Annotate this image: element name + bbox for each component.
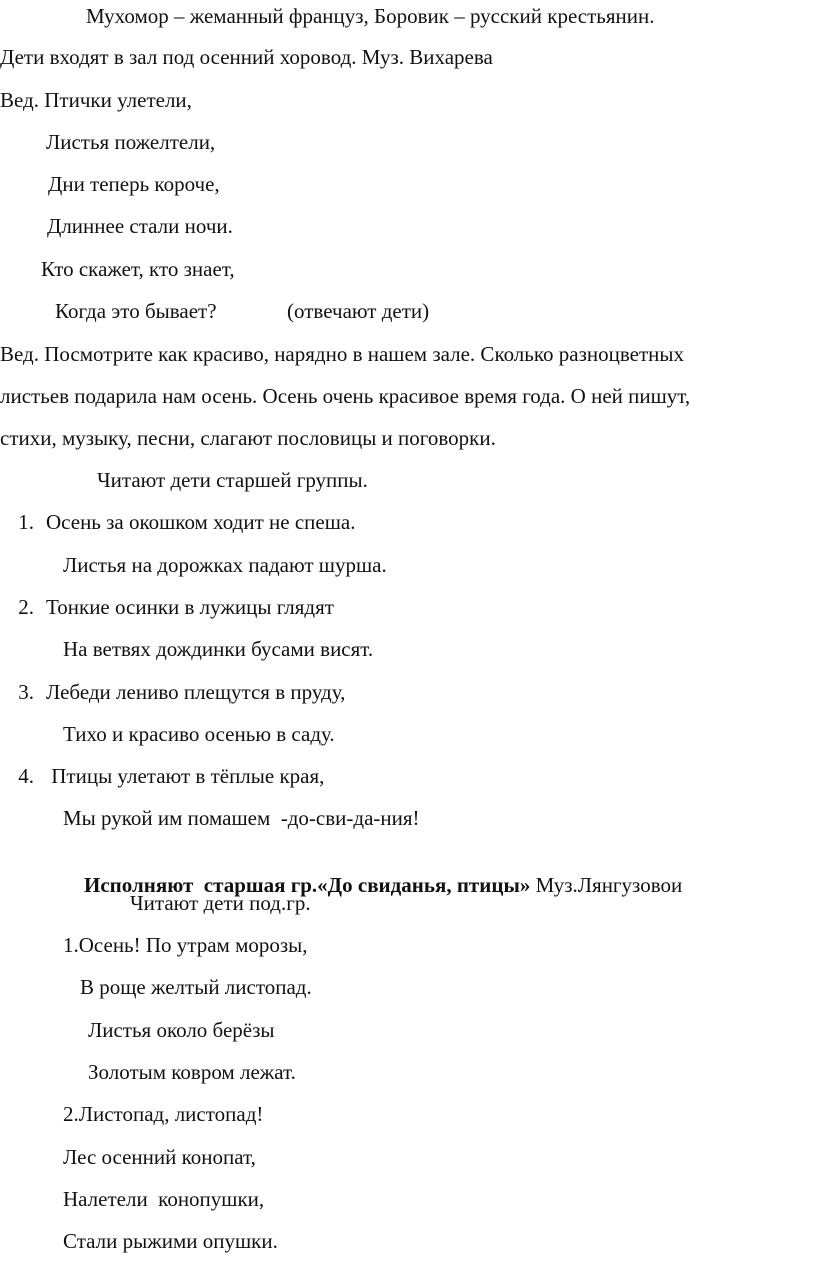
text-segment: (отвечают дети) <box>287 299 430 323</box>
list-item <box>0 764 324 788</box>
poem-line: Листья около берёзы <box>88 1018 275 1042</box>
list-item-continuation: Листья на дорожках падают шурша. <box>63 553 387 577</box>
list-item-continuation: На ветвях дождинки бусами висят. <box>63 637 374 661</box>
poem-line: Лес осенний конопат, <box>63 1145 256 1169</box>
text-line: стихи, музыку, песни, слагают пословицы и поговорки. <box>0 426 496 450</box>
text-line: Читают дети под.гр. <box>130 891 311 915</box>
list-item-continuation: Тихо и красиво осенью в саду. <box>63 722 335 746</box>
text-line: Дни теперь короче, <box>48 172 220 196</box>
list-number: 2. <box>18 595 34 619</box>
text-line: Листья пожелтели, <box>46 130 216 154</box>
list-text: Тонкие осинки в лужицы глядят <box>46 595 334 619</box>
list-number: 3. <box>18 680 34 704</box>
performance-title: Исполняют старшая гр.«До свиданья, птицы» <box>84 873 531 897</box>
text-line: Мухомор – жеманный француз, Боровик – русский крестьянин. <box>86 4 655 28</box>
list-number: 4. <box>18 764 34 788</box>
list-item <box>0 510 355 534</box>
poem-line: 2.Листопад, листопад! <box>63 1102 264 1126</box>
text-line: Дети входят в зал под осенний хоровод. Муз. Вихарева <box>0 45 493 69</box>
composer-credit: Муз.Лянгузовои <box>530 873 683 897</box>
text-line: Вед. Посмотрите как красиво, нарядно в нашем зале. Сколько разноцветных <box>0 342 684 366</box>
poem-line: Золотым ковром лежат. <box>88 1060 296 1084</box>
text-line: Вед. Птички улетели, <box>0 88 192 112</box>
poem-line: В роще желтый листопад. <box>80 975 312 999</box>
list-item-continuation: Мы рукой им помашем -до-сви-да-ния! <box>63 806 420 830</box>
poem-line: Стали рыжими опушки. <box>63 1229 278 1253</box>
list-text: Лебеди лениво плещутся в пруду, <box>46 680 346 704</box>
text-line <box>55 299 429 323</box>
text-line: листьев подарила нам осень. Осень очень красивое время года. О ней пишут, <box>0 384 691 408</box>
list-number: 1. <box>18 510 34 534</box>
list-text: Птицы улетают в тёплые края, <box>46 764 325 788</box>
text-line: Кто скажет, кто знает, <box>41 257 235 281</box>
text-segment: Когда это бывает? <box>55 299 217 323</box>
poem-line: 1.Осень! По утрам морозы, <box>63 933 308 957</box>
text-line: Читают дети старшей группы. <box>97 468 368 492</box>
list-item <box>0 680 345 704</box>
text-line: Длиннее стали ночи. <box>47 214 233 238</box>
poem-line: Налетели конопушки, <box>63 1187 265 1211</box>
list-item <box>0 595 334 619</box>
list-text: Осень за окошком ходит не спеша. <box>46 510 356 534</box>
